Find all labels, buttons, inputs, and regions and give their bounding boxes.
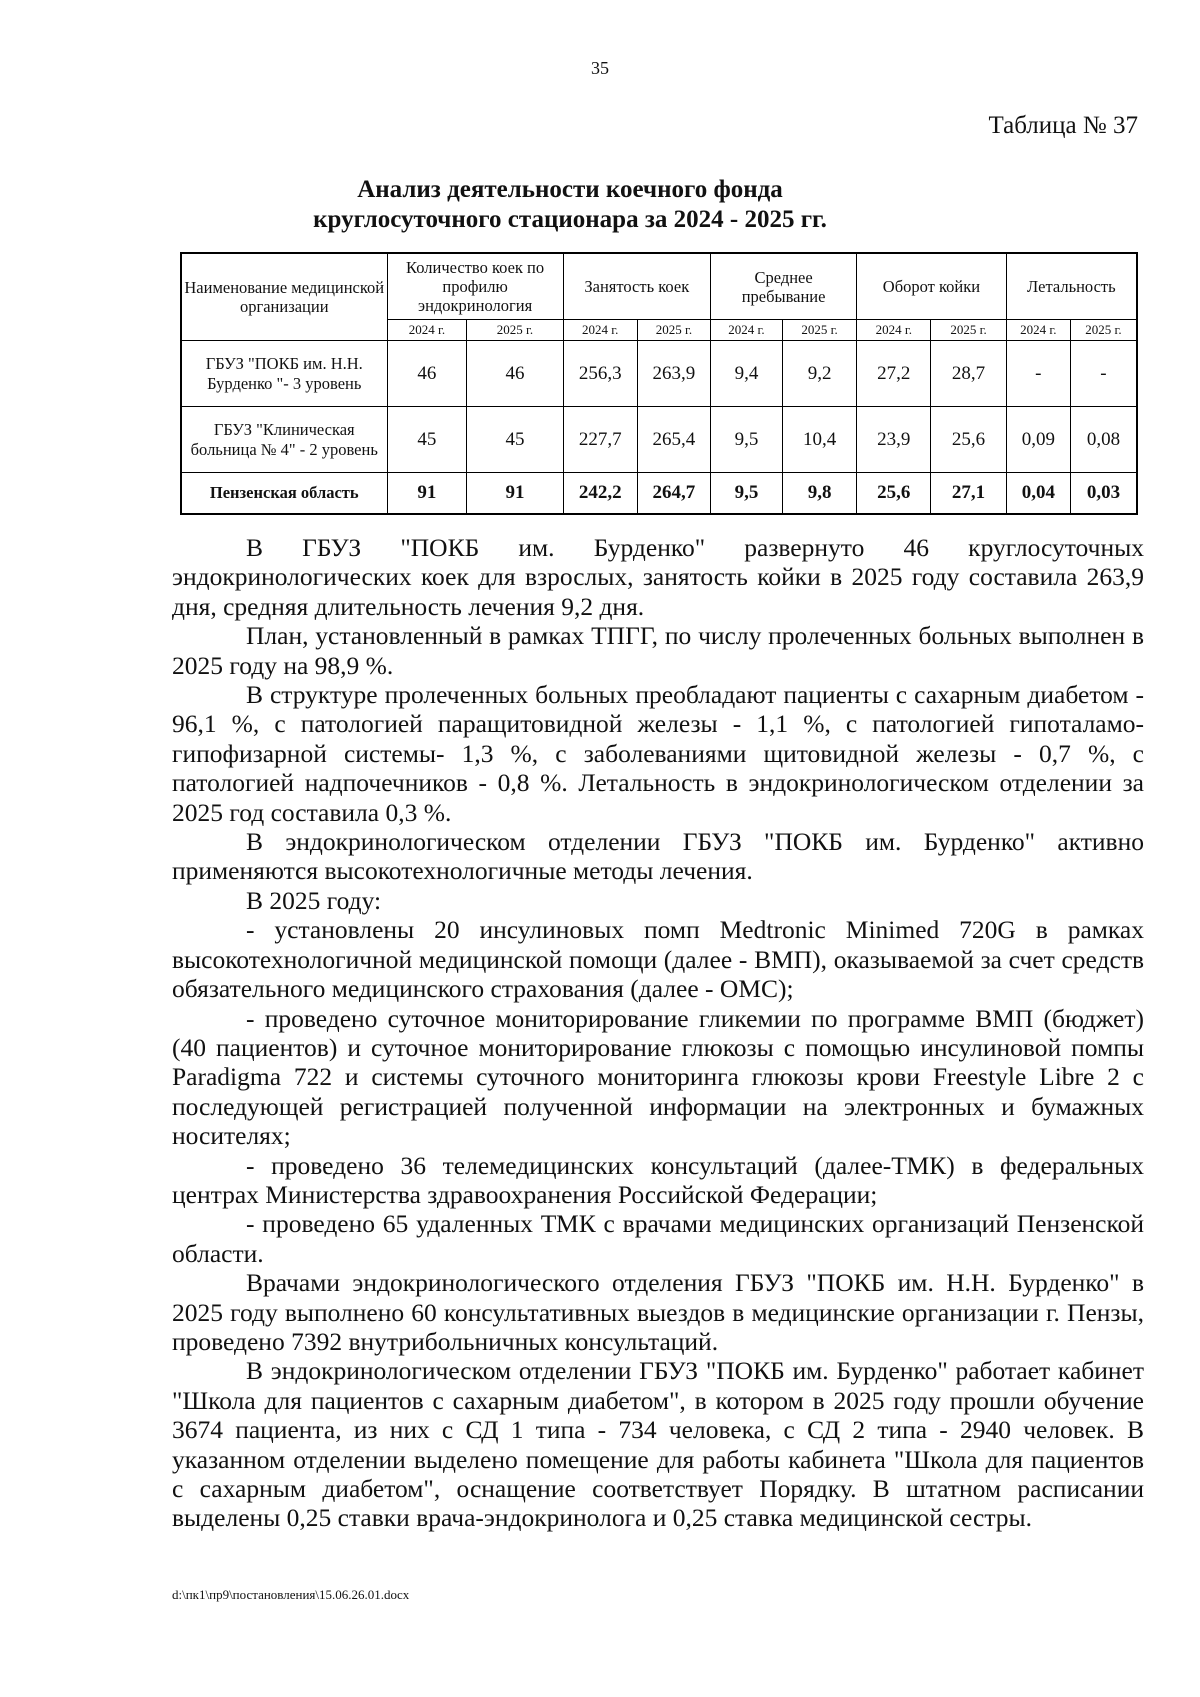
year-header: 2025 г. [782,320,856,341]
table-cell: 9,5 [710,473,782,515]
table-cell: 0,08 [1070,407,1137,473]
table-cell: 263,9 [637,341,710,407]
year-header: 2024 г. [710,320,782,341]
table-cell: 9,4 [710,341,782,407]
table-cell: 23,9 [857,407,931,473]
table-cell: 227,7 [563,407,637,473]
table-cell: 0,09 [1006,407,1070,473]
table-cell: 0,04 [1006,473,1070,515]
year-header: 2024 г. [387,320,467,341]
table-row [181,341,1137,407]
column-header-bed-turnover: Оборот койки [857,253,1007,320]
table-cell: 10,4 [782,407,856,473]
table-cell: 9,8 [782,473,856,515]
table-cell: 45 [467,407,563,473]
paragraph: План, установленный в рамках ТПГГ, по числу пролеченных больных выполнен в 2025 году на 98,9 %. [172,621,1144,680]
column-header-average-stay: Среднее пребывание [710,253,856,320]
title-line-2: круглосуточного стационара за 2024 - 2025 гг. [313,206,827,233]
table-header-row [181,253,1137,320]
paragraph: В структуре пролеченных больных преобладают пациенты с сахарным диабетом - 96,1 %, с патологией паращитовидной железы - 1,1 %, с патологией гипоталамо-гипофизарной системы- 1,3 %, с заболеваниями щитовидной железы - 0,7 %, с патологией надпочечников - 0,8 %. Летальность в эндокринологическом отделении за 2025 год составила 0,3 %. [172,680,1144,827]
title-line-1: Анализ деятельности коечного фонда [357,176,783,203]
table-cell: - [1070,341,1137,407]
bed-fund-table [180,252,1138,515]
page-number: 35 [591,58,609,78]
column-header-occupancy: Занятость коек [563,253,710,320]
table-cell: 9,2 [782,341,856,407]
year-header: 2025 г. [931,320,1006,341]
year-header: 2025 г. [637,320,710,341]
table-cell: 46 [387,341,467,407]
paragraph: В эндокринологическом отделении ГБУЗ "ПОКБ им. Бурденко" работает кабинет "Школа для пациентов с сахарным диабетом", в котором в 2025 году прошли обучение 3674 пациента, из них с СД 1 типа - 734 человека, с СД 2 типа - 2940 человек. В указанном отделении выделено помещение для работы кабинета "Школа для пациентов с сахарным диабетом", оснащение соответствует Порядку. В штатном расписании выделены 0,25 ставки врача-эндокринолога и 0,25 ставка медицинской сестры. [172,1356,1144,1533]
table-row [181,407,1137,473]
table-cell: 242,2 [563,473,637,515]
column-header-mortality: Летальность [1006,253,1137,320]
paragraph: - проведено суточное мониторирование гликемии по программе ВМП (бюджет) (40 пациентов) и суточное мониторирование глюкозы с помощью инсулиновой помпы Paradigma 722 и системы суточного мониторинга глюкозы крови Freestyle Libre 2 с последующей регистрацией полученной информации на электронных и бумажных носителях; [172,1003,1144,1151]
year-header: 2024 г. [1006,320,1070,341]
year-header: 2024 г. [563,320,637,341]
column-header-organization: Наименование медицинской организации [181,253,387,341]
paragraph: В эндокринологическом отделении ГБУЗ "ПОКБ им. Бурденко" активно применяются высокотехнологичные методы лечения. [172,827,1144,886]
table-cell: 0,03 [1070,473,1137,515]
organization-name: Пензенская область [181,473,387,515]
year-header: 2025 г. [467,320,563,341]
paragraph: - проведено 65 удаленных ТМК с врачами медицинских организаций Пензенской области. [172,1209,1144,1268]
paragraph: В 2025 году: [246,885,382,915]
table-cell: 28,7 [931,341,1006,407]
paragraph: - проведено 36 телемедицинских консультаций (далее-ТМК) в федеральных центрах Министерства здравоохранения Российской Федерации; [172,1150,1144,1209]
table-cell: 27,2 [857,341,931,407]
table-cell: 25,6 [857,473,931,515]
table-cell: 91 [387,473,467,515]
paragraph: В ГБУЗ "ПОКБ им. Бурденко" развернуто 46 круглосуточных эндокринологических коек для взрослых, занятость койки в 2025 году составила 263,9 дня, средняя длительность лечения 9,2 дня. [172,533,1144,621]
organization-name: ГБУЗ "ПОКБ им. Н.Н. Бурденко "- 3 уровень [181,341,387,407]
table-cell: 46 [467,341,563,407]
paragraph: Врачами эндокринологического отделения ГБУЗ "ПОКБ им. Н.Н. Бурденко" в 2025 году выполнено 60 консультативных выездов в медицинские организации г. Пензы, проведено 7392 внутрибольничных консультаций. [172,1268,1144,1356]
paragraph: - установлены 20 инсулиновых помп Medtronic Minimed 720G в рамках высокотехнологичной медицинской помощи (далее - ВМП), оказываемой за счет средств обязательного медицинского страхования (далее - ОМС); [172,915,1144,1004]
table-cell: 9,5 [710,407,782,473]
table-cell: 45 [387,407,467,473]
organization-name: ГБУЗ "Клиническая больница № 4" - 2 уровень [181,407,387,473]
table-cell: - [1006,341,1070,407]
table-cell: 27,1 [931,473,1006,515]
table-row-total [181,473,1137,515]
table-cell: 264,7 [637,473,710,515]
table-cell: 25,6 [931,407,1006,473]
table-label: Таблица № 37 [988,112,1138,139]
table-cell: 256,3 [563,341,637,407]
column-header-bed-count: Количество коек по профилю эндокринология [387,253,563,320]
footer-file-path: d:\пк1\пр9\постановления\15.06.26.01.docx [172,1587,410,1602]
table-cell: 265,4 [637,407,710,473]
document-title [180,175,960,235]
table-cell: 91 [467,473,563,515]
year-header: 2024 г. [857,320,931,341]
body-text [172,533,1144,1533]
year-header: 2025 г. [1070,320,1137,341]
